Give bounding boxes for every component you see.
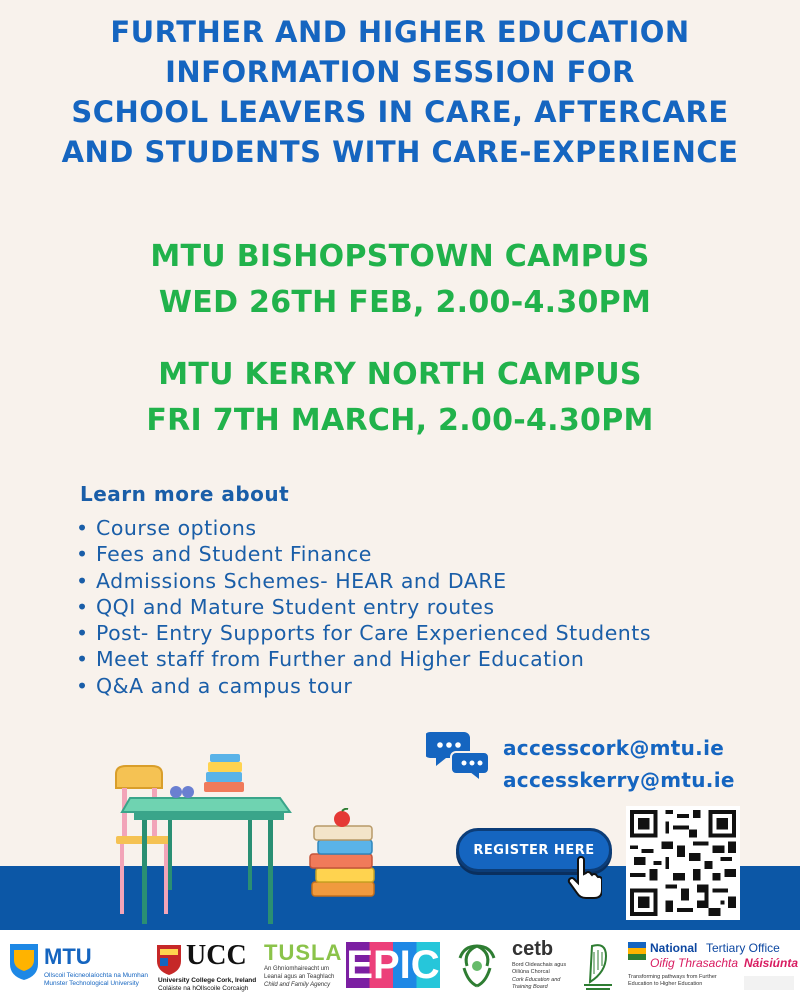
nto-mark-icon <box>628 942 646 960</box>
cetb-line3: Cork Education and <box>512 977 561 983</box>
pointer-hand-icon <box>566 856 602 900</box>
nto-tagline: Transforming pathways from Further Education to Higher Education <box>628 974 717 987</box>
cetb-name: cetb <box>512 938 554 960</box>
register-here-button[interactable]: REGISTER HERE <box>456 828 612 872</box>
title-line: AND STUDENTS WITH CARE-EXPERIENCE <box>61 135 739 169</box>
tusla-line2: Leanaí agus an Teaghlach <box>264 974 335 980</box>
mtu-name: MTU <box>44 944 92 969</box>
epic-name: EPIC <box>346 943 440 987</box>
tusla-line3: Child and Family Agency <box>264 982 331 988</box>
mtu-logo <box>8 938 148 994</box>
cetb-logo <box>508 938 572 994</box>
session-kerry-north <box>0 352 800 444</box>
title-line: INFORMATION SESSION FOR <box>165 55 635 89</box>
mtu-line2: Munster Technological University <box>44 980 139 987</box>
list-item: • Admissions Schemes- HEAR and DARE <box>76 568 651 594</box>
list-item: • Course options <box>76 515 651 541</box>
list-item: • Meet staff from Further and Higher Education <box>76 646 651 672</box>
harp-emblem-icon <box>578 938 618 994</box>
list-item: • Fees and Student Finance <box>76 541 651 567</box>
learn-more-heading: Learn more about <box>80 482 290 506</box>
tusla-logo <box>264 938 343 994</box>
session-bishopstown <box>0 234 800 326</box>
cetb-line4: Training Board <box>512 984 548 990</box>
learn-more-list <box>76 515 651 699</box>
mtu-crest-icon <box>8 942 40 982</box>
nto-logo <box>628 938 799 994</box>
cetb-line2: Oiliúna Chorcaí <box>512 969 550 975</box>
tusla-name: TUSLA <box>264 940 343 965</box>
session-campus: MTU BISHOPSTOWN CAMPUS <box>150 239 650 274</box>
tusla-line1: An Ghníomhaireacht um <box>264 966 330 972</box>
ucc-crest-icon <box>156 944 182 976</box>
ucc-name: UCC <box>186 940 247 971</box>
ucc-line2: Coláiste na hOllscoile Corcaigh <box>158 985 249 992</box>
title-line: SCHOOL LEAVERS IN CARE, AFTERCARE <box>71 95 729 129</box>
list-item: • QQI and Mature Student entry routes <box>76 594 651 620</box>
mtu-line1: Ollscoil Teicneolaíochta na Mumhan <box>44 972 148 979</box>
epic-logo <box>346 938 440 994</box>
ucc-logo <box>156 938 266 994</box>
nto-irish1: Oifig Thrasachta <box>650 956 739 970</box>
page-title <box>0 12 800 172</box>
chat-bubbles-icon <box>426 728 490 782</box>
email-cork[interactable]: accesscork@mtu.ie <box>503 736 725 760</box>
ucc-line1: University College Cork, Ireland <box>158 977 257 984</box>
session-campus: MTU KERRY NORTH CAMPUS <box>158 357 642 392</box>
desk-illustration-icon <box>108 752 308 928</box>
nto-name2: Tertiary Office <box>706 941 780 955</box>
book-stack-icon <box>306 808 382 900</box>
nto-name1: National <box>650 941 698 955</box>
email-kerry[interactable]: accesskerry@mtu.ie <box>503 768 735 792</box>
title-line: FURTHER AND HIGHER EDUCATION <box>110 15 690 49</box>
list-item: • Q&A and a campus tour <box>76 673 651 699</box>
swirl-emblem-icon <box>452 938 502 994</box>
cetb-line1: Bord Oideachais agus <box>512 962 567 968</box>
qr-code[interactable] <box>626 806 740 920</box>
session-when: FRI 7TH MARCH, 2.00-4.30PM <box>146 403 654 438</box>
list-item: • Post- Entry Supports for Care Experienced Students <box>76 620 651 646</box>
session-when: WED 26TH FEB, 2.00-4.30PM <box>158 285 652 320</box>
nto-irish2: Náisiúnta <box>744 956 799 970</box>
partner-marks <box>744 976 794 990</box>
